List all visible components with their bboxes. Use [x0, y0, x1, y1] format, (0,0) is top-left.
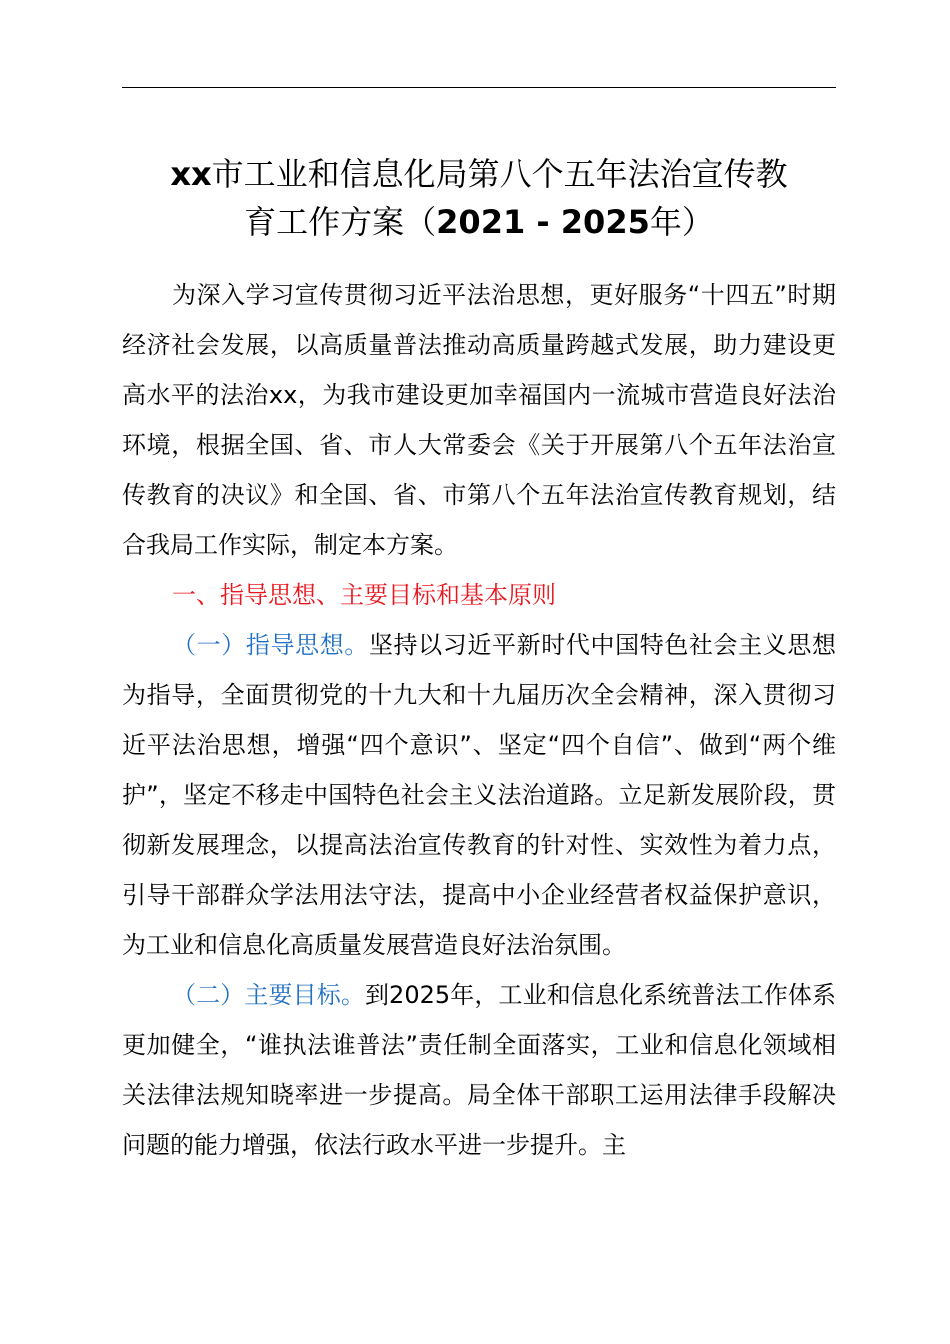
- title-line2-prefix: 育工作方案（: [244, 203, 437, 241]
- main-goals-paragraph: [122, 970, 836, 1170]
- title-line1: 市工业和信息化局第八个五年法治宣传教: [211, 155, 788, 193]
- document-body: [122, 270, 836, 1170]
- title-line2-suffix: 年）: [649, 203, 714, 241]
- main-goals-label: （二）主要目标。: [172, 981, 365, 1009]
- intro-paragraph: 为深入学习宣传贯彻习近平法治思想，更好服务“十四五”时期经济社会发展，以高质量普法推动高质量跨越式发展，助力建设更高水平的法治xx，为我市建设更加幸福国内一流城市营造良好法治环境，根据全国、省、市人大常委会《关于开展第八个五年法治宣传教育的决议》和全国、省、市第八个五年法治宣传教育规划，结合我局工作实际，制定本方案。: [122, 281, 836, 559]
- title-years: 2021 - 2025: [436, 203, 650, 241]
- main-goals-text: 到2025年，工业和信息化系统普法工作体系更加健全，“谁执法谁普法”责任制全面落实，工业和信息化领域相关法律法规知晓率进一步提高。局全体干部职工运用法律手段解决问题的能力增强，依法行政水平进一步提升。主: [122, 981, 837, 1159]
- document-title: [110, 150, 848, 246]
- guiding-thought-paragraph: [122, 620, 836, 970]
- title-prefix: xx: [170, 155, 212, 193]
- guiding-thought-text: 坚持以习近平新时代中国特色社会主义思想为指导，全面贯彻党的十九大和十九届历次全会精神，深入贯彻习近平法治思想，增强“四个意识”、坚定“四个自信”、做到“两个维护”，坚定不移走中国特色社会主义法治道路。立足新发展阶段，贯彻新发展理念，以提高法治宣传教育的针对性、实效性为着力点，引导干部群众学法用法守法，提高中小企业经营者权益保护意识，为工业和信息化高质量发展营造良好法治氛围。: [122, 631, 837, 959]
- section-heading: 一、指导思想、主要目标和基本原则: [172, 581, 556, 609]
- header-rule: [122, 87, 836, 88]
- guiding-thought-label: （一）指导思想。: [172, 631, 369, 659]
